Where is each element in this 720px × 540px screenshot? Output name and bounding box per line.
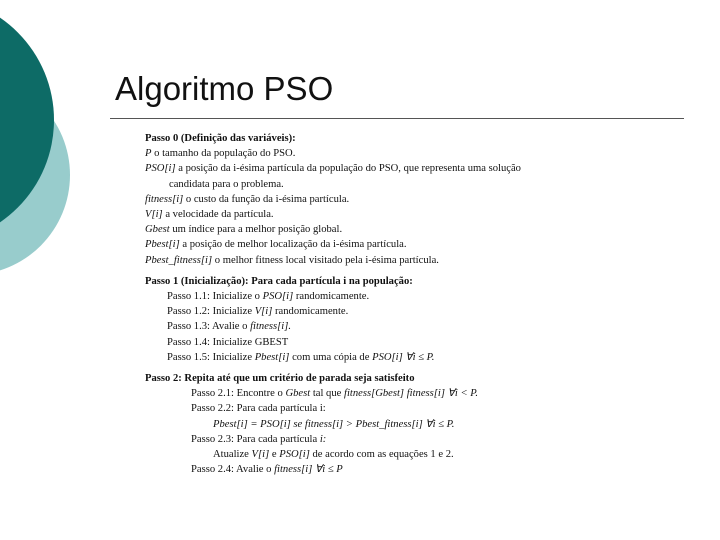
- var-desc: o melhor fitness local visitado pela i-ésima partícula.: [212, 254, 439, 266]
- var-desc: a posição de melhor localização da i-ésima partícula.: [179, 239, 407, 251]
- step-var: Pbest[i]: [254, 351, 290, 363]
- var-pbest-fitness-line: [145, 253, 685, 268]
- step-text: Passo 1.3: Avalie o: [167, 321, 251, 333]
- decorative-teal-circles: [0, 0, 110, 300]
- step-text: Passo 2.4: Avalie o: [191, 464, 275, 476]
- step-var: V[i]: [254, 306, 273, 318]
- step-var: i:: [319, 433, 327, 445]
- step-text: tal que: [310, 388, 345, 400]
- var-name: V[i]: [145, 209, 163, 221]
- step-var: fitness[i] ∀i ≤ P: [274, 464, 343, 476]
- title-divider: [110, 118, 684, 119]
- var-desc: a posição da i-ésima partícula da população do PSO, que representa uma solução: [175, 163, 521, 175]
- step-2-1: [145, 386, 685, 401]
- step-text: com uma cópia de: [289, 351, 373, 363]
- step-text: Passo 1.5: Inicialize: [167, 351, 255, 363]
- var-desc: um índice para a melhor posição global.: [169, 224, 343, 236]
- step1-heading: Passo 1 (Inicialização): Para cada partícula i na população:: [145, 275, 413, 287]
- var-name: Pbest_fitness[i]: [145, 254, 213, 266]
- var-fitness-line: [145, 192, 685, 207]
- var-pso-continuation: candidata para o problema.: [169, 178, 284, 190]
- step-var: GBEST: [254, 336, 289, 348]
- step-2-2-formula: Pbest[i] = PSO[i] se fitness[i] > Pbest_fitness[i] ∀i ≤ P.: [213, 418, 455, 430]
- step-var: PSO[i] ∀i ≤ P.: [372, 351, 435, 363]
- step-1-2: [145, 304, 685, 319]
- var-pbest-line: [145, 237, 685, 252]
- step0-heading: Passo 0 (Definição das variáveis):: [145, 133, 296, 144]
- var-name: PSO[i]: [145, 163, 176, 175]
- step-text: Atualize: [213, 449, 252, 461]
- step-1-5: [145, 350, 685, 365]
- var-p-line: [145, 146, 685, 161]
- step-text: Passo 1.1: Inicialize o: [167, 291, 263, 303]
- step-text: randomicamente.: [293, 291, 370, 303]
- step-1-1: [145, 289, 685, 304]
- step-text: Passo 2.3: Para cada partícula: [191, 433, 320, 445]
- var-name: Gbest: [145, 224, 170, 236]
- step-2-4: [145, 462, 685, 477]
- step-text: Passo 2.1: Encontre o: [191, 388, 286, 400]
- step-text: de acordo com as equações 1 e 2.: [309, 449, 454, 461]
- step-var: Gbest: [285, 388, 311, 400]
- var-name: Pbest[i]: [145, 239, 180, 251]
- step-2-2: Passo 2.2: Para cada partícula i:: [191, 403, 326, 415]
- step-var: PSO[i]: [279, 449, 310, 461]
- step-1-4: [145, 335, 685, 350]
- step-text: Passo 1.2: Inicialize: [167, 306, 255, 318]
- step-var: fitness[Gbest] fitness[i] ∀i < P.: [344, 388, 478, 400]
- step-var: fitness[i].: [250, 321, 292, 333]
- var-desc: o custo da função da i-ésima partícula.: [183, 193, 350, 205]
- step-2-3-update: [145, 447, 685, 462]
- var-pso-line: [145, 161, 685, 176]
- step-text: e: [269, 449, 280, 461]
- slide-title: Algoritmo PSO: [115, 70, 334, 107]
- var-velocity-line: [145, 207, 685, 222]
- var-desc: o tamanho da população do PSO.: [151, 148, 296, 160]
- var-gbest-line: [145, 222, 685, 237]
- algorithm-text: [145, 131, 685, 477]
- var-name: P: [145, 148, 152, 160]
- step-2-3: [145, 432, 685, 447]
- step-var: PSO[i]: [262, 291, 294, 303]
- step-text: Passo 1.4: Inicialize: [167, 336, 255, 348]
- step-1-3: [145, 319, 685, 334]
- step-text: randomicamente.: [272, 306, 349, 318]
- var-name: fitness[i]: [145, 193, 184, 205]
- step2-heading: Passo 2: Repita até que um critério de parada seja satisfeito: [145, 373, 415, 385]
- step-var: V[i]: [251, 449, 270, 461]
- var-desc: a velocidade da partícula.: [162, 209, 274, 221]
